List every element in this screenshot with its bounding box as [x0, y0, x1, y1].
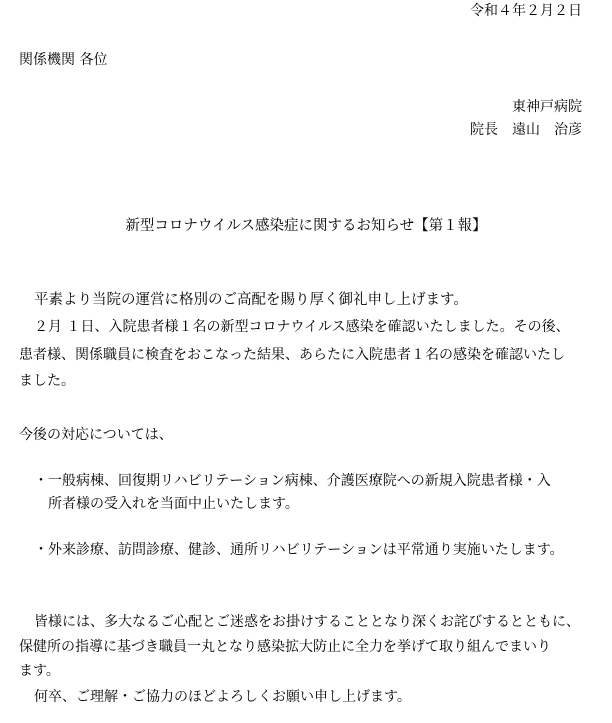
document-date: 令和４年２月２日 — [470, 3, 582, 19]
bullet-item-admissions-continued: 所者様の受入れを当面中止いたします。 — [48, 496, 299, 512]
report-paragraph-line: ２月 １日、入院患者様１名の新型コロナウイルス感染を確認いたしました。その後、 — [34, 319, 570, 335]
bullet-item-admissions: ・一般病棟、回復期リハビリテーション病棟、介護医療院への新規入院患者様・入 — [34, 473, 551, 489]
document-title: 新型コロナウイルス感染症に関するお知らせ【第１報】 — [125, 218, 487, 234]
issuing-organization: 東神戸病院 — [512, 99, 582, 115]
bullet-item-outpatient: ・外来診療、訪問診療、健診、通所リハビリテーションは平常通り実施いたします。 — [34, 542, 564, 558]
report-paragraph-line: ました。 — [19, 373, 75, 389]
closing-paragraph-line: ます。 — [19, 663, 60, 679]
signer: 院長 遠山 治彦 — [470, 122, 582, 138]
report-paragraph-line: 患者様、関係職員に検査をおこなった結果、あらたに入院患者１名の感染を確認いたし — [19, 347, 565, 363]
closing-request-line: 何卒、ご理解・ご協力のほどよろしくお願い申し上げます。 — [34, 689, 411, 705]
greeting-paragraph: 平素より当院の運営に格別のご高配を賜り厚く御礼申し上げます。 — [34, 292, 468, 308]
addressee: 関係機関 各位 — [19, 52, 108, 68]
response-intro: 今後の対応については、 — [19, 427, 173, 443]
closing-paragraph-line: 皆様には、多大なるご心配とご迷惑をお掛けすることとなり深くお詫びするとともに、 — [34, 614, 580, 630]
closing-paragraph-line: 保健所の指導に基づき職員一丸となり感染拡大防止に全力を挙げて取り組んでまいり — [19, 639, 551, 655]
